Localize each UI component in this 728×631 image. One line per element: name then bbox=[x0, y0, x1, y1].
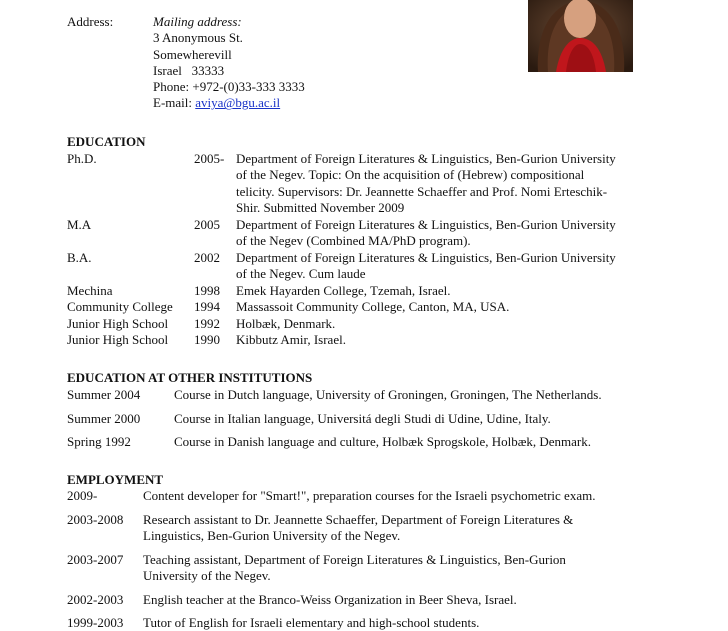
education-line: of the Negev. Cum laude bbox=[236, 266, 366, 282]
email-line bbox=[153, 95, 453, 111]
profile-photo-image bbox=[528, 0, 633, 72]
address-label: Address: bbox=[67, 14, 114, 29]
education-year: 2005- bbox=[194, 151, 225, 166]
education-description bbox=[236, 151, 656, 216]
employment-title: EMPLOYMENT bbox=[67, 472, 164, 487]
employment-period: 2003-2008 bbox=[67, 512, 124, 527]
mailing-heading: Mailing address: bbox=[153, 14, 242, 29]
email-prefix: E-mail: bbox=[153, 95, 196, 111]
address-line: Israel 33333 bbox=[153, 62, 225, 78]
employment-description bbox=[143, 552, 663, 585]
education-degree: Ph.D. bbox=[67, 151, 97, 166]
education-line: Department of Foreign Literatures & Linguistics, Ben-Gurion University bbox=[236, 217, 616, 232]
education-line: Department of Foreign Literatures & Linguistics, Ben-Gurion University bbox=[236, 151, 616, 166]
education-year: 2005 bbox=[194, 217, 220, 232]
phone-line: Phone: +972-(0)33-333 3333 bbox=[153, 79, 305, 95]
education-degree: M.A bbox=[67, 217, 92, 232]
other-education-period: Summer 2000 bbox=[67, 411, 141, 426]
employment-period: 2003-2007 bbox=[67, 552, 124, 567]
education-description: Kibbutz Amir, Israel. bbox=[236, 332, 346, 347]
employment-description: English teacher at the Branco-Weiss Organization in Beer Sheva, Israel. bbox=[143, 592, 517, 607]
education-year: 2002 bbox=[194, 250, 220, 265]
employment-period: 2002-2003 bbox=[67, 592, 124, 607]
other-education-period: Spring 1992 bbox=[67, 434, 131, 449]
employment-description: Tutor of English for Israeli elementary and high-school students. bbox=[143, 615, 480, 630]
education-title: EDUCATION bbox=[67, 134, 146, 149]
other-education-description: Course in Dutch language, University of Groningen, Groningen, The Netherlands. bbox=[174, 387, 602, 402]
education-description: Emek Hayarden College, Tzemah, Israel. bbox=[236, 283, 451, 298]
education-degree: Junior High School bbox=[67, 316, 169, 331]
employment-line: Linguistics, Ben-Gurion University of the Negev. bbox=[143, 528, 401, 544]
education-year: 1998 bbox=[194, 283, 220, 298]
other-education-title: EDUCATION AT OTHER INSTITUTIONS bbox=[67, 370, 313, 385]
other-education-description: Course in Danish language and culture, Holbæk Sprogskole, Holbæk, Denmark. bbox=[174, 434, 592, 449]
education-line: of the Negev. Topic: On the acquisition of (Hebrew) compositional bbox=[236, 167, 585, 183]
education-degree: Junior High School bbox=[67, 332, 169, 347]
education-year: 1994 bbox=[194, 299, 220, 314]
employment-line: University of the Negev. bbox=[143, 568, 271, 584]
education-line: of the Negev (Combined MA/PhD program). bbox=[236, 233, 471, 249]
education-degree: Community College bbox=[67, 299, 173, 314]
education-year: 1992 bbox=[194, 316, 220, 331]
address-line: Somewherevill bbox=[153, 46, 232, 62]
employment-description bbox=[143, 512, 663, 545]
education-description bbox=[236, 250, 656, 283]
employment-description: Content developer for "Smart!", preparation courses for the Israeli psychometric exam. bbox=[143, 488, 596, 503]
email-link[interactable]: aviya@bgu.ac.il bbox=[195, 95, 281, 111]
education-description: Holbæk, Denmark. bbox=[236, 316, 336, 331]
education-description: Massassoit Community College, Canton, MA, USA. bbox=[236, 299, 510, 314]
employment-period: 1999-2003 bbox=[67, 615, 124, 630]
address-line: 3 Anonymous St. bbox=[153, 30, 243, 46]
employment-period: 2009- bbox=[67, 488, 98, 503]
education-line: Shir. Submitted November 2009 bbox=[236, 199, 405, 215]
education-description bbox=[236, 217, 656, 250]
profile-photo bbox=[528, 0, 633, 72]
employment-line: Research assistant to Dr. Jeannette Schaeffer, Department of Foreign Literatures & bbox=[143, 512, 574, 527]
education-line: telicity. Supervisors: Dr. Jeannette Schaeffer and Prof. Nomi Erteschik- bbox=[236, 183, 608, 199]
education-year: 1990 bbox=[194, 332, 220, 347]
address-block bbox=[153, 14, 453, 112]
employment-line: Teaching assistant, Department of Foreign Literatures & Linguistics, Ben-Gurion bbox=[143, 552, 566, 567]
other-education-period: Summer 2004 bbox=[67, 387, 141, 402]
other-education-description: Course in Italian language, Universitá degli Studi di Udine, Udine, Italy. bbox=[174, 411, 551, 426]
education-degree: B.A. bbox=[67, 250, 92, 265]
education-line: Department of Foreign Literatures & Linguistics, Ben-Gurion University bbox=[236, 250, 616, 265]
education-degree: Mechina bbox=[67, 283, 113, 298]
